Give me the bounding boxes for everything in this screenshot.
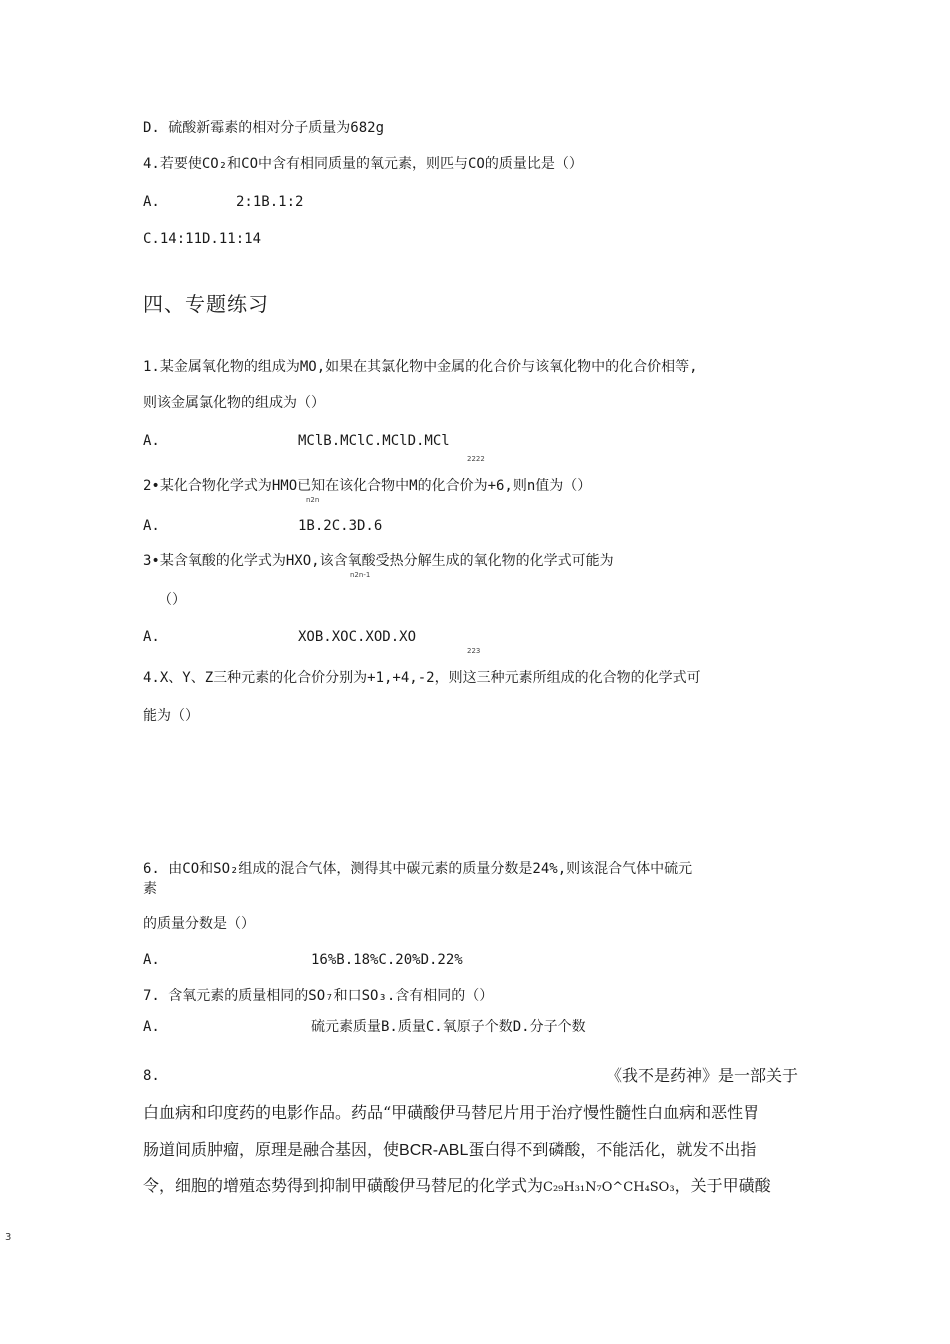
exercise-2-options: 1B.2C.3D.6 bbox=[298, 518, 383, 534]
exercise-8-line-3-part-a: 肠道间质肿瘤，原理是融合基因，使 bbox=[143, 1140, 400, 1159]
exercise-6-line-1: 6. 由CO和SO₂组成的混合气体，测得其中碳元素的质量分数是24%,则该混合气体中硫元 bbox=[143, 861, 693, 877]
protein-name: BCR-ABL bbox=[399, 1142, 469, 1159]
exercise-6-option-label: A. bbox=[143, 952, 160, 968]
option-a-label: A. bbox=[143, 194, 160, 210]
exercise-8-number: 8. bbox=[143, 1068, 160, 1084]
question-4-text: 4.若要使CO₂和CO中含有相同质量的氧元素，则匹与CO的质量比是（） bbox=[143, 156, 583, 172]
page-number: 3 bbox=[5, 1232, 12, 1243]
exercise-3-text: 3•某含氧酸的化学式为HXO,该含氧酸受热分解生成的氧化物的化学式可能为 bbox=[143, 553, 614, 569]
exercise-1-option-label: A. bbox=[143, 433, 160, 449]
exercise-1-line-1: 1.某金属氧化物的组成为MO,如果在其氯化物中金属的化合价与该氧化物中的化合价相等, bbox=[143, 359, 698, 375]
exercise-4-line-1: 4.X、Y、Z三种元素的化合价分别为+1,+4,-2，则这三种元素所组成的化合物的化学式可 bbox=[143, 670, 701, 686]
option-d-line: D. 硫酸新霉素的相对分子质量为682g bbox=[143, 120, 385, 136]
exercise-6-options: 16%B.18%C.20%D.22% bbox=[311, 952, 463, 968]
exercise-3-option-subscripts: 223 bbox=[467, 647, 481, 655]
section-heading: 四、专题练习 bbox=[143, 292, 269, 316]
exercise-8-line-3 bbox=[143, 1140, 756, 1161]
exercise-8-line-1: 《我不是药神》是一部关于 bbox=[606, 1066, 799, 1085]
exercise-2-subscripts: n2n bbox=[306, 496, 320, 504]
exercise-3-paren: （） bbox=[158, 592, 186, 608]
exercise-4-line-2: 能为（） bbox=[143, 708, 199, 724]
options-c-d: C.14:11D.11:14 bbox=[143, 231, 262, 247]
exercise-3-subscripts: n2n-1 bbox=[350, 571, 371, 579]
exercise-7-option-label: A. bbox=[143, 1019, 160, 1035]
exercise-6-line-3: 的质量分数是（） bbox=[143, 916, 255, 932]
chemical-formula: C₂₉H₃₁N₇O^CH₄SO₃ bbox=[543, 1180, 675, 1195]
exercise-1-options: MClB.MClC.MClD.MCl bbox=[298, 433, 450, 449]
exercise-3-options: XOB.XOC.XOD.XO bbox=[298, 629, 417, 645]
exercise-6-line-2: 素 bbox=[143, 881, 157, 897]
exercise-8-line-4 bbox=[143, 1176, 771, 1198]
exercise-1-line-2: 则该金属氯化物的组成为（） bbox=[143, 395, 325, 411]
exercise-8-line-4-part-b: ，关于甲磺酸 bbox=[674, 1176, 771, 1195]
exercise-8-line-4-part-a: 令，细胞的增殖态势得到抑制甲磺酸伊马替尼的化学式为 bbox=[143, 1176, 544, 1195]
exercise-1-subscripts: 2222 bbox=[467, 455, 485, 463]
options-a-b: 2:1B.1:2 bbox=[236, 194, 304, 210]
exercise-7-options: 硫元素质量B.质量C.氧原子个数D.分子个数 bbox=[311, 1019, 586, 1035]
exercise-2-option-label: A. bbox=[143, 518, 160, 534]
exercise-7-text: 7. 含氧元素的质量相同的SO₇和口SO₃.含有相同的（） bbox=[143, 988, 494, 1004]
exercise-8-line-2: 白血病和印度药的电影作品。药品“甲磺酸伊马替尼片用于治疗慢性髓性白血病和恶性胃 bbox=[143, 1103, 760, 1122]
exercise-3-option-label: A. bbox=[143, 629, 160, 645]
exercise-8-line-3-part-b: 蛋白得不到磷酸，不能活化，就发不出指 bbox=[468, 1140, 757, 1159]
exercise-2-text: 2•某化合物化学式为HMO已知在该化合物中M的化合价为+6,则n值为（） bbox=[143, 478, 592, 494]
